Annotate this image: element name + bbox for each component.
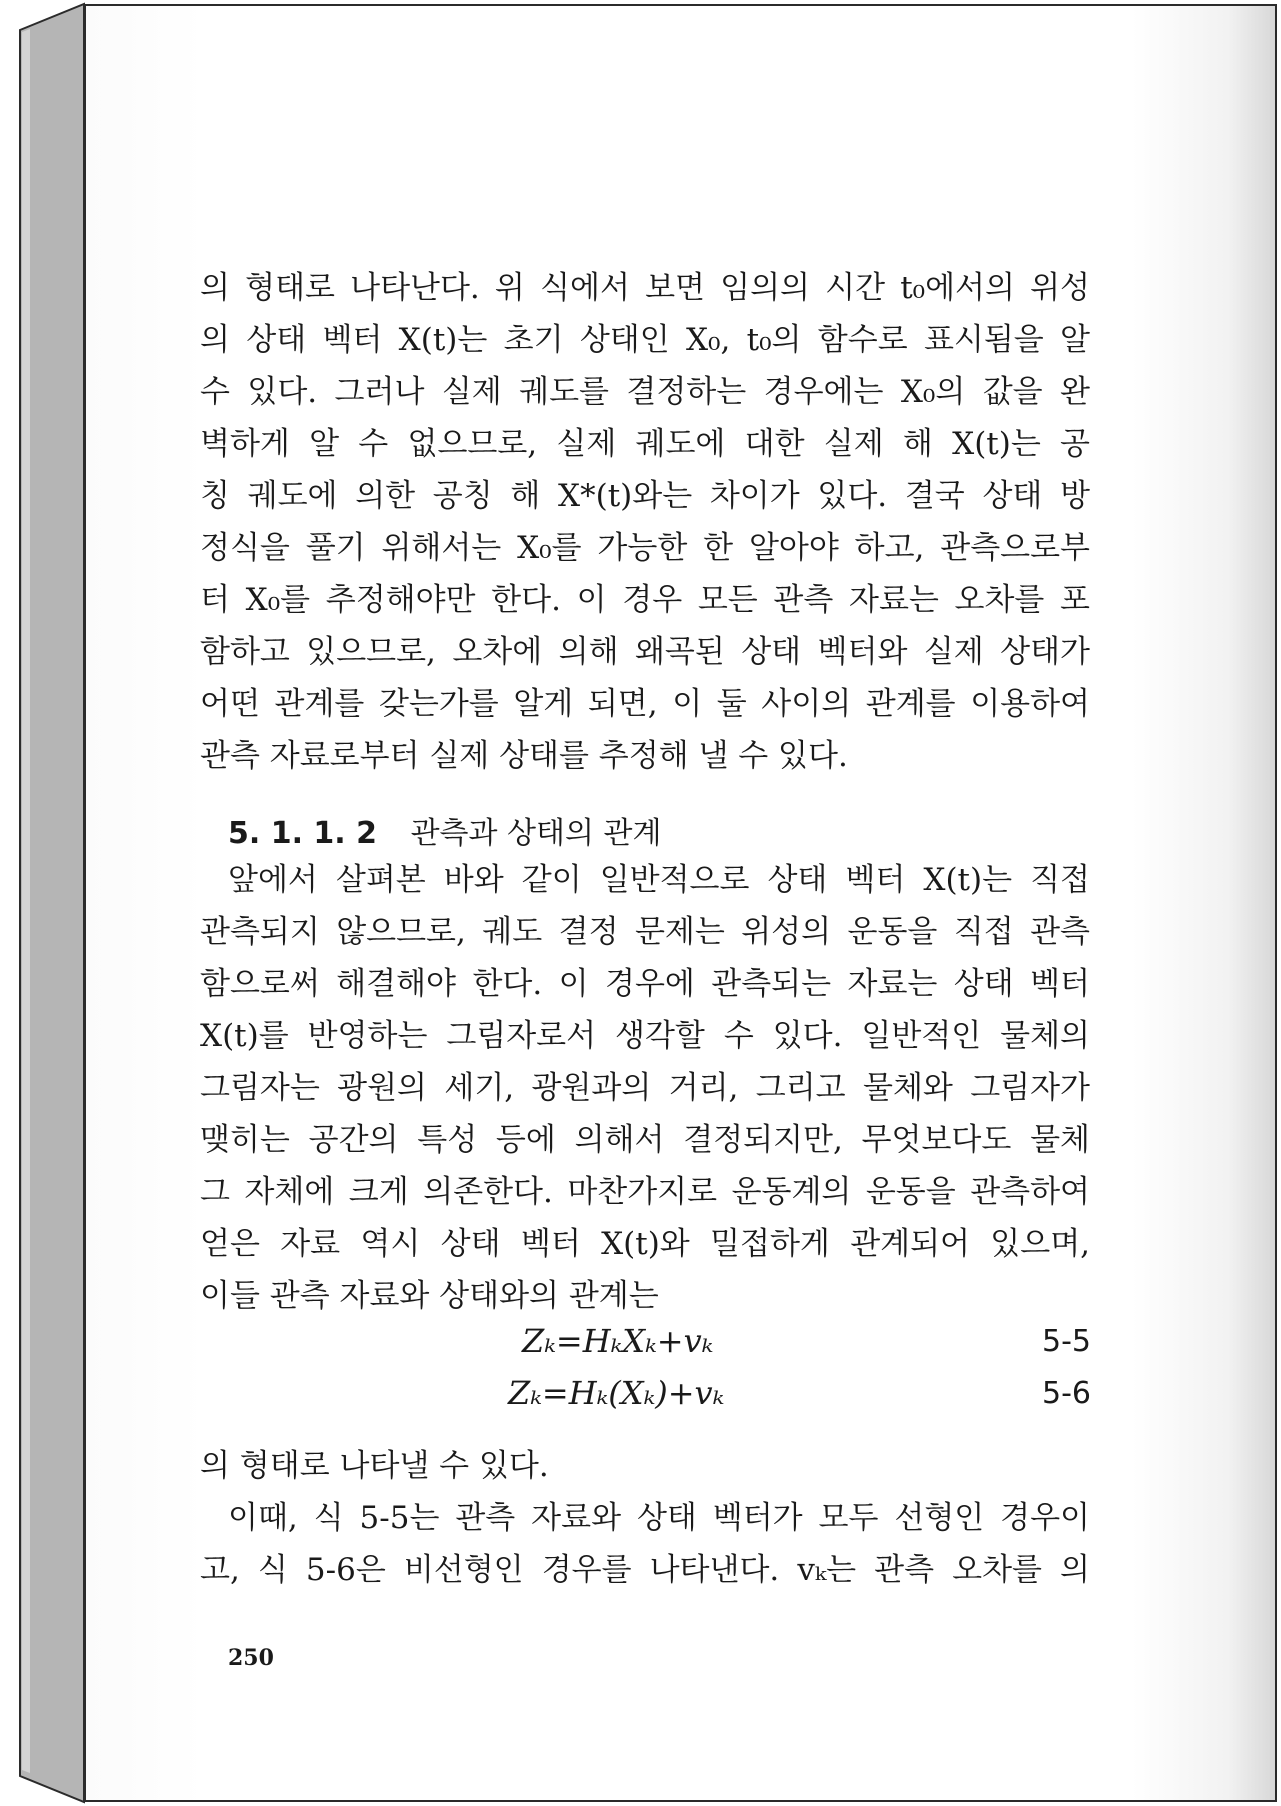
paragraph-2 <box>200 906 1090 1322</box>
section-heading <box>228 808 662 852</box>
text-line: 의 형태로 나타낼 수 있다. <box>200 1448 549 1484</box>
section-title: 관측과 상태의 관계 <box>410 816 662 851</box>
text-line: 벽하게 알 수 없으므로, 실제 궤도에 대한 실제 해 X(t)는 공 <box>200 426 1090 462</box>
text-line: 의 형태로 나타난다. 위 식에서 보면 임의의 시간 t₀에서의 위성 <box>200 270 1090 306</box>
equation-5-6: Zₖ=Hₖ(Xₖ)+vₖ <box>508 1374 725 1412</box>
equation-5-5: Zₖ=HₖXₖ+vₖ <box>522 1322 714 1360</box>
text-line: 관측되지 않으므로, 궤도 결정 문제는 위성의 운동을 직접 관측 <box>200 914 1090 950</box>
paragraph-2-first <box>228 854 1090 906</box>
equation-number-5-5: 5-5 <box>1042 1324 1091 1359</box>
paragraph-1 <box>200 262 1090 782</box>
text-line: 의 상태 벡터 X(t)는 초기 상태인 X₀, t₀의 함수로 표시됨을 알 <box>200 322 1090 358</box>
equation-number-5-6: 5-6 <box>1042 1376 1091 1411</box>
text-line: 관측 자료로부터 실제 상태를 추정해 낼 수 있다. <box>200 738 848 774</box>
text-line: 고, 식 5-6은 비선형인 경우를 나타낸다. vₖ는 관측 오차를 의 <box>200 1552 1090 1588</box>
text-line: X(t)를 반영하는 그림자로서 생각할 수 있다. 일반적인 물체의 <box>200 1018 1090 1054</box>
text-line: 앞에서 살펴본 바와 같이 일반적으로 상태 벡터 X(t)는 직접 <box>228 862 1090 898</box>
section-number: 5. 1. 1. 2 <box>228 816 378 851</box>
text-line: 정식을 풀기 위해서는 X₀를 가능한 한 알아야 하고, 관측으로부 <box>200 530 1090 566</box>
text-line: 맺히는 공간의 특성 등에 의해서 결정되지만, 무엇보다도 물체 <box>200 1122 1090 1158</box>
text-line: 얻은 자료 역시 상태 벡터 X(t)와 밀접하게 관계되어 있으며, <box>200 1226 1090 1262</box>
paragraph-4 <box>200 1544 1090 1596</box>
paragraph-3 <box>200 1440 1090 1492</box>
text-line: 터 X₀를 추정해야만 한다. 이 경우 모든 관측 자료는 오차를 포 <box>200 582 1090 618</box>
text-line: 수 있다. 그러나 실제 궤도를 결정하는 경우에는 X₀의 값을 완 <box>200 374 1090 410</box>
text-line: 함으로써 해결해야 한다. 이 경우에 관측되는 자료는 상태 벡터 <box>200 966 1090 1002</box>
paragraph-4-first <box>228 1492 1090 1544</box>
page-number: 250 <box>228 1645 274 1671</box>
text-line: 그림자는 광원의 세기, 광원과의 거리, 그리고 물체와 그림자가 <box>200 1070 1090 1106</box>
text-line: 어떤 관계를 갖는가를 알게 되면, 이 둘 사이의 관계를 이용하여 <box>200 686 1090 722</box>
text-line: 이때, 식 5-5는 관측 자료와 상태 벡터가 모두 선형인 경우이 <box>228 1500 1090 1536</box>
text-line: 이들 관측 자료와 상태와의 관계는 <box>200 1278 659 1314</box>
text-line: 함하고 있으므로, 오차에 의해 왜곡된 상태 벡터와 실제 상태가 <box>200 634 1090 670</box>
text-line: 칭 궤도에 의한 공칭 해 X*(t)와는 차이가 있다. 결국 상태 방 <box>200 478 1090 514</box>
text-line: 그 자체에 크게 의존한다. 마찬가지로 운동계의 운동을 관측하여 <box>200 1174 1090 1210</box>
